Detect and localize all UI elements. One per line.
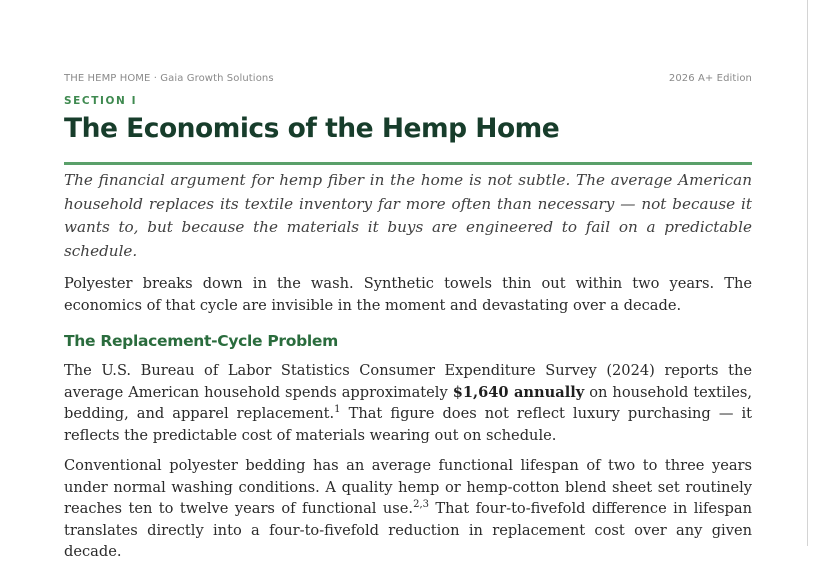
paragraph-text: on household textiles, bedding, and apparel replacement. — [64, 383, 753, 422]
page-title: The Economics of the Hemp Home — [64, 113, 560, 144]
running-header-left: THE HEMP HOME · Gaia Growth Solutions — [64, 73, 274, 84]
body-paragraph — [64, 455, 752, 563]
emphasis-figure: $1,640 annually — [452, 383, 585, 401]
running-header — [64, 73, 752, 84]
intro-paragraph: Polyester breaks down in the wash. Synthetic towels thin out within two years. The economics of that cycle are invisible in the moment and devastating over a decade. — [64, 275, 752, 314]
lede-paragraph: The financial argument for hemp fiber in the home is not subtle. The average American household replaces its textile inventory far more often than necessary — not because it wants to, but because the materials it buys are engineered to fail on a predictable schedule. — [64, 171, 752, 260]
running-header-right: 2026 A+ Edition — [668, 73, 752, 84]
body-paragraph — [64, 360, 752, 446]
paragraph-text: The U.S. Bureau of Labor Statistics Consumer Expenditure Survey (2024) reports the average American household spends approximately — [64, 362, 752, 401]
section-label: SECTION I — [64, 95, 138, 107]
footnote-marker[interactable]: 1 — [334, 404, 341, 415]
paragraph-text: That four-to-fivefold difference in lifespan translates directly into a four-to-fivefold reduction in replacement cost over any given decade. — [64, 500, 752, 560]
section-subheading: The Replacement-Cycle Problem — [64, 332, 338, 350]
page-edge — [807, 0, 818, 546]
paragraph-text: That figure does not reflect luxury purchasing — it reflects the predictable cost of materials wearing out on schedule. — [64, 405, 752, 444]
footnote-marker[interactable]: 2,3 — [413, 499, 429, 510]
title-rule — [64, 162, 752, 165]
paragraph-text: Conventional polyester bedding has an average functional lifespan of two to three years under normal washing conditions. A quality hemp or hemp-cotton blend sheet set routinely reaches ten to twelve years of functional use. — [64, 457, 752, 517]
